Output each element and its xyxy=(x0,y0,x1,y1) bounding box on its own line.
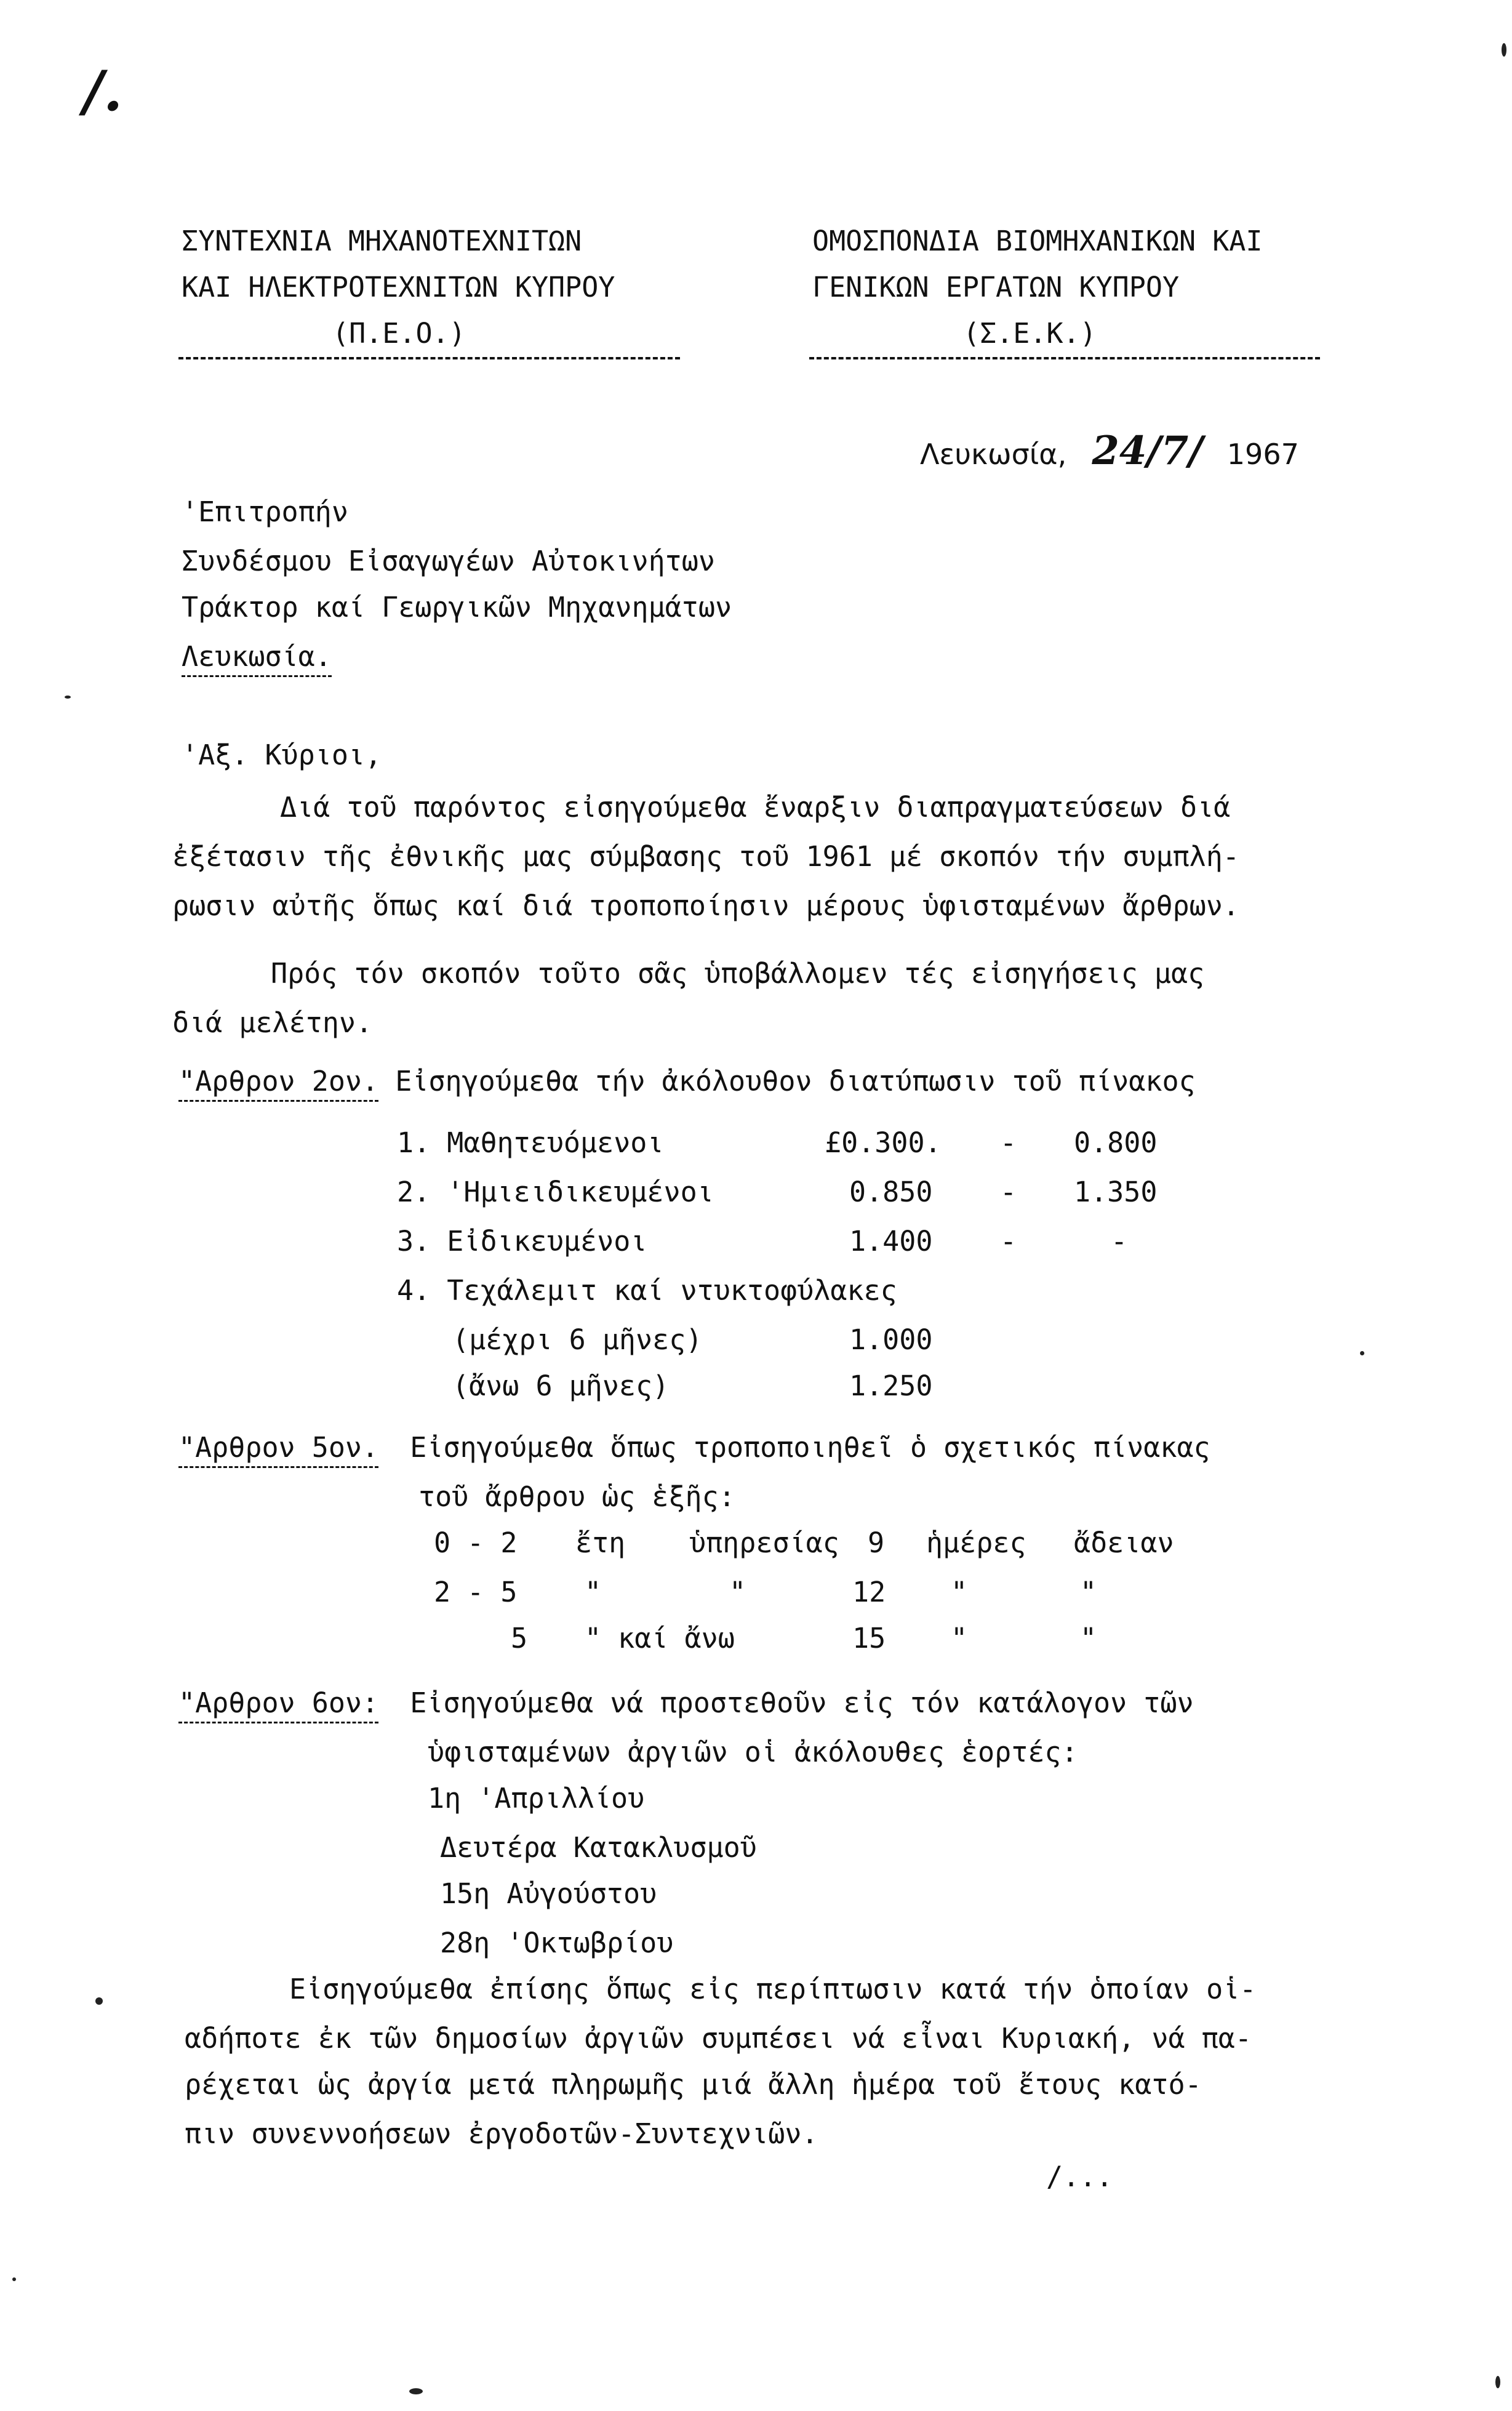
article6-label: "Αρθρον 6ον: xyxy=(178,1687,378,1723)
article2-row-sep: - xyxy=(1000,1126,1017,1159)
article5-heading xyxy=(178,1431,1210,1464)
article5-days: 12 xyxy=(852,1576,886,1608)
article2-row-to: 0.800 xyxy=(1074,1126,1158,1159)
article2-row-to: - xyxy=(1111,1225,1128,1258)
para1-line1: Διά τοῦ παρόντος εἰσηγούμεθα ἔναρξιν διαπραγματεύσεων διά xyxy=(280,791,1231,824)
article2-row-from: 1.400 xyxy=(849,1225,933,1258)
scan-speck xyxy=(409,2388,423,2394)
article2-row-from: 1.250 xyxy=(849,1370,933,1402)
article2-row-to: 1.350 xyxy=(1074,1176,1158,1208)
article5-col2: ὑπηρεσίας xyxy=(689,1526,839,1559)
date-line xyxy=(920,428,1299,474)
article2-row-name: 2. 'Ημιειδικευμένοι xyxy=(397,1176,714,1208)
article5-col3: ἡμέρες xyxy=(926,1526,1026,1559)
article2-row-sep: - xyxy=(1000,1225,1017,1258)
article6-text2: ὑφισταμένων ἀργιῶν οἱ ἀκόλουθες ἑορτές: xyxy=(428,1736,1078,1768)
article2-row-from: £0.300. xyxy=(825,1126,942,1159)
article5-col3: " xyxy=(951,1576,968,1608)
holiday-item: 1η 'Απριλλίου xyxy=(428,1782,645,1815)
article6-text1: Εἰσηγούμεθα νά προστεθοῦν εἰς τόν κατάλογον τῶν xyxy=(410,1687,1194,1719)
scan-speck xyxy=(95,1997,103,2005)
article5-col3: " xyxy=(951,1622,968,1655)
holiday-item: Δευτέρα Κατακλυσμοῦ xyxy=(440,1831,757,1864)
article2-row-name: 1. Μαθητευόμενοι xyxy=(397,1126,664,1159)
para3-line2: αδήποτε ἐκ τῶν δημοσίων ἀργιῶν συμπέσει νά εἶναι Κυριακή, νά πα- xyxy=(185,2022,1252,2055)
recipient-city: Λευκωσία. xyxy=(182,640,332,677)
article5-col4: " xyxy=(1080,1622,1097,1655)
left-org-line1: ΣΥΝΤΕΧΝΙΑ ΜΗΧΑΝΟΤΕΧΝΙΤΩΝ xyxy=(182,225,582,257)
recipient-line2: Συνδέσμου Εἰσαγωγέων Αὐτοκινήτων xyxy=(182,545,715,577)
scan-speck xyxy=(65,696,71,699)
article2-heading xyxy=(178,1065,1196,1097)
article5-col1: " xyxy=(585,1576,602,1608)
para2-line1: Πρός τόν σκοπόν τοῦτο σᾶς ὑποβάλλομεν τές εἰσηγήσεις μας xyxy=(271,957,1205,990)
article5-col4: ἄδειαν xyxy=(1074,1526,1174,1559)
article5-text1: Εἰσηγούμεθα ὅπως τροποποιηθεῖ ὁ σχετικός πίνακας xyxy=(410,1431,1210,1464)
margin-mark: /. xyxy=(83,58,123,124)
article5-label: "Αρθρον 5ον. xyxy=(178,1431,378,1468)
salutation: 'Αξ. Κύριοι, xyxy=(182,739,382,771)
article2-row-name: (ἄνω 6 μῆνες) xyxy=(452,1370,670,1402)
article2-row-name: 4. Τεχάλεμιτ καί ντυκτοφύλακες xyxy=(397,1274,897,1307)
article2-row-from: 1.000 xyxy=(849,1323,933,1356)
scan-speck xyxy=(1502,43,1506,57)
article5-text2: τοῦ ἄρθρου ὡς ἑξῆς: xyxy=(418,1480,735,1513)
article2-label: "Αρθρον 2ον. xyxy=(178,1065,378,1102)
article5-col4: " xyxy=(1080,1576,1097,1608)
article5-col1: " καί ἄνω xyxy=(585,1622,735,1655)
right-org-abbrev: (Σ.Ε.Κ.) xyxy=(963,317,1097,350)
article5-days: 15 xyxy=(852,1622,886,1655)
article5-days: 9 xyxy=(868,1526,885,1559)
article2-row-from: 0.850 xyxy=(849,1176,933,1208)
article2-row-name: (μέχρι 6 μῆνες) xyxy=(452,1323,703,1356)
article2-row-name: 3. Εἰδικευμένοι xyxy=(397,1225,647,1258)
recipient-line3: Τράκτορ καί Γεωργικῶν Μηχανημάτων xyxy=(182,591,732,624)
holiday-item: 28η 'Οκτωβρίου xyxy=(440,1927,674,1959)
left-org-line2: ΚΑΙ ΗΛΕΚΤΡΟΤΕΧΝΙΤΩΝ ΚΥΠΡΟΥ xyxy=(182,271,615,303)
article5-col2: " xyxy=(729,1576,746,1608)
scan-speck xyxy=(1360,1351,1364,1355)
right-org-divider xyxy=(809,357,1320,359)
para2-line2: διά μελέτην. xyxy=(172,1006,373,1039)
left-org-divider xyxy=(178,357,680,359)
article2-text: Εἰσηγούμεθα τήν ἀκόλουθον διατύπωσιν τοῦ πίνακος xyxy=(395,1065,1196,1097)
recipient-line1: 'Επιτροπήν xyxy=(182,495,348,528)
article5-range: 5 xyxy=(511,1622,528,1655)
date-place: Λευκωσία, xyxy=(920,438,1067,471)
date-handwritten: 24/7/ xyxy=(1092,428,1203,474)
para3-line4: πιν συνεννοήσεων ἐργοδοτῶν-Συντεχνιῶν. xyxy=(185,2117,818,2150)
date-year: 1967 xyxy=(1226,438,1299,471)
holiday-item: 15η Αὐγούστου xyxy=(440,1877,657,1910)
continuation-mark: /... xyxy=(1046,2160,1113,2193)
para3-line1: Εἰσηγούμεθα ἐπίσης ὅπως εἰς περίπτωσιν κατά τήν ὁποίαν οἱ- xyxy=(289,1973,1257,2005)
para3-line3: ρέχεται ὡς ἀργία μετά πληρωμῆς μιά ἄλλη ἡμέρα τοῦ ἔτους κατό- xyxy=(185,2068,1202,2101)
para1-line3: ρωσιν αὐτῆς ὅπως καί διά τροποποίησιν μέρους ὑφισταμένων ἄρθρων. xyxy=(172,889,1239,922)
article5-range: 0 - 2 xyxy=(434,1526,518,1559)
article6-heading xyxy=(178,1687,1194,1719)
para1-line2: ἐξέτασιν τῆς ἐθνικῆς μας σύμβασης τοῦ 1961 μέ σκοπόν τήν συμπλή- xyxy=(172,840,1239,873)
scan-speck xyxy=(12,2277,16,2281)
article5-col1: ἔτη xyxy=(575,1526,626,1559)
right-org-line2: ΓΕΝΙΚΩΝ ΕΡΓΑΤΩΝ ΚΥΠΡΟΥ xyxy=(812,271,1180,303)
right-org-line1: ΟΜΟΣΠΟΝΔΙΑ ΒΙΟΜΗΧΑΝΙΚΩΝ ΚΑΙ xyxy=(812,225,1263,257)
article5-range: 2 - 5 xyxy=(434,1576,518,1608)
article2-row-sep: - xyxy=(1000,1176,1017,1208)
left-org-abbrev: (Π.Ε.Ο.) xyxy=(332,317,466,350)
scan-speck xyxy=(1495,2376,1500,2388)
